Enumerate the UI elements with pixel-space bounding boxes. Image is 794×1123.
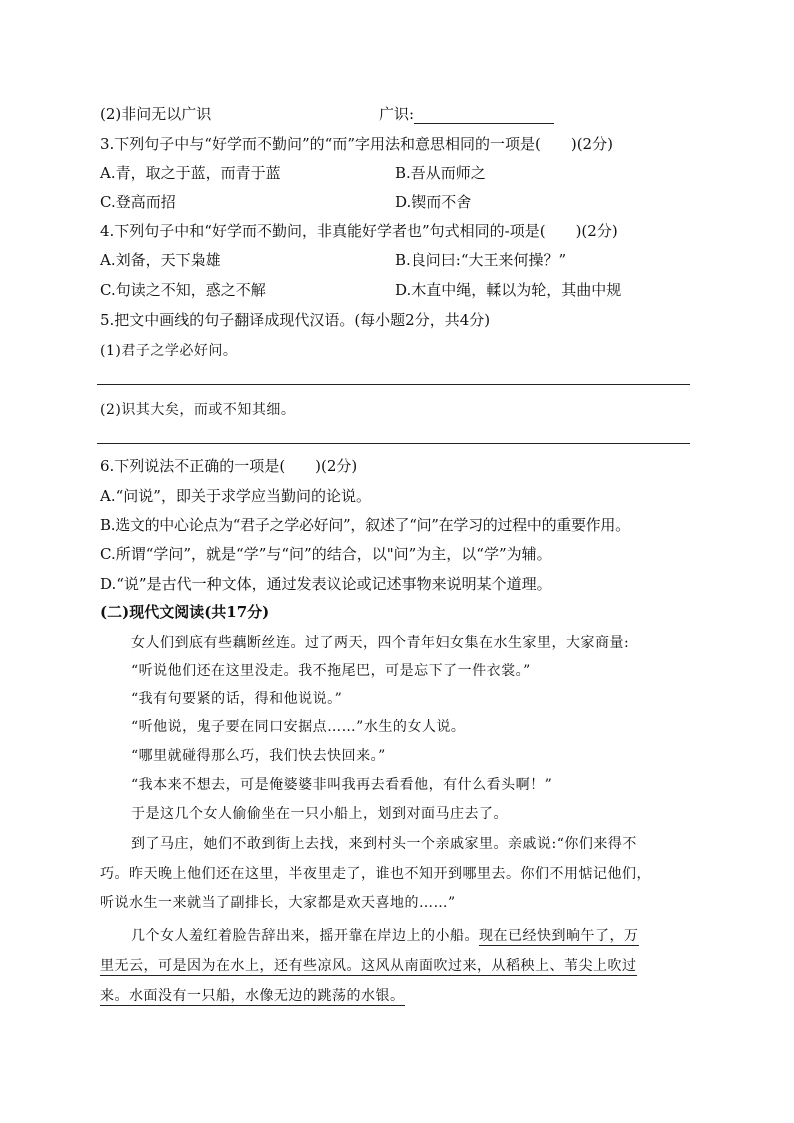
q6-option-d: D.“说”是古代一种文体，通过发表议论或记述事物来说明某个道理。 [100, 575, 552, 593]
passage-p9-line1 [131, 926, 639, 946]
q3-stem: 3.下列句子中与“好学而不勤问”的“而”字用法和意思相同的一项是( )(2分) [100, 135, 613, 153]
passage-p2: “听说他们还在这里没走。我不拖尾巴，可是忘下了一件衣裳。” [131, 663, 531, 679]
q6-option-b: B.选文的中心论点为“君子之学必好问”，叙述了“问”在学习的过程中的重要作用。 [100, 516, 630, 534]
q3-option-d: D.锲而不舍 [395, 193, 472, 211]
passage-p9-line3 [100, 986, 405, 1006]
answer-label: 广识: [379, 105, 415, 123]
q4-option-a: A.刘备，天下枭雄 [100, 251, 221, 269]
underlined-sentence-1: 现在已经快到晌午了，万 [479, 928, 639, 944]
q4-option-b: B.良问曰:“大王来何操？” [395, 251, 567, 269]
passage-p9-plain: 几个女人羞红着脸告辞出来，摇开靠在岸边上的小船。 [131, 928, 479, 944]
q3-option-b: B.吾从而师之 [395, 164, 486, 182]
passage-p1: 女人们到底有些藕断丝连。过了两天，四个青年妇女集在水生家里，大家商量: [131, 635, 630, 651]
q6-option-c: C.所谓“学问”，就是“学”与“问”的结合，以"问”为主，以“学”为辅。 [100, 545, 552, 563]
q2-item2-text: (2)非问无以广识 [100, 105, 212, 123]
passage-p8-line2: 巧。昨天晚上他们还在这里，半夜里走了，谁也不知开到哪里去。你们不用惦记他们， [100, 866, 651, 882]
q4-stem: 4.下列句子中和“好学而不勤问，非真能好学者也”句式相同的-项是( )(2分) [100, 222, 618, 240]
q3-option-a: A.青，取之于蓝，而青于蓝 [100, 164, 281, 182]
passage-p8-line3: 听说水生一来就当了副排长，大家都是欢天喜地的……” [100, 895, 456, 911]
passage-p7: 于是这几个女人偷偷坐在一只小船上，划到对面马庄去了。 [131, 806, 508, 822]
q5-item1: (1)君子之学必好问。 [100, 343, 238, 359]
q5-stem: 5.把文中画线的句子翻译成现代汉语。(每小题2分，共4分) [100, 311, 491, 329]
q6-stem: 6.下列说法不正确的一项是( )(2分) [100, 457, 358, 475]
q5-answer-line-1[interactable] [97, 384, 690, 385]
q6-option-a: A.“问说”，即关于求学应当勤问的论说。 [100, 487, 371, 505]
passage-p5: “哪里就碰得那么巧，我们快去快回来。” [131, 748, 386, 764]
section-2-title: (二)现代文阅读(共17分) [100, 603, 270, 621]
passage-p3: “我有句要紧的话，得和他说说。” [131, 691, 343, 707]
answer-blank[interactable] [414, 107, 554, 124]
q4-option-d: D.木直中绳，輮以为轮，其曲中规 [395, 281, 622, 299]
passage-p8-line1: 到了马庄，她们不敢到街上去找，来到村头一个亲戚家里。亲戚说:“你们来得不 [131, 836, 637, 852]
q5-item2: (2)识其大矣，而或不知其细。 [100, 402, 296, 418]
q2-item2-answer [379, 104, 554, 124]
passage-p6: “我本来不想去，可是俺婆婆非叫我再去看看他，有什么看头啊！” [131, 777, 553, 793]
passage-p4: “听他说，鬼子要在同口安据点……”水生的女人说。 [131, 719, 466, 735]
q3-option-c: C.登高而招 [100, 193, 176, 211]
underlined-sentence-2: 里无云，可是因为在水上，还有些凉风。这风从南面吹过来，从稻秧上、苇尖上吹过 [100, 958, 637, 974]
q5-answer-line-2[interactable] [97, 443, 690, 444]
passage-p9-line2 [100, 956, 637, 976]
q4-option-c: C.句读之不知，惑之不解 [100, 281, 266, 299]
underlined-sentence-3: 来。水面没有一只船，水像无边的跳荡的水银。 [100, 988, 405, 1004]
